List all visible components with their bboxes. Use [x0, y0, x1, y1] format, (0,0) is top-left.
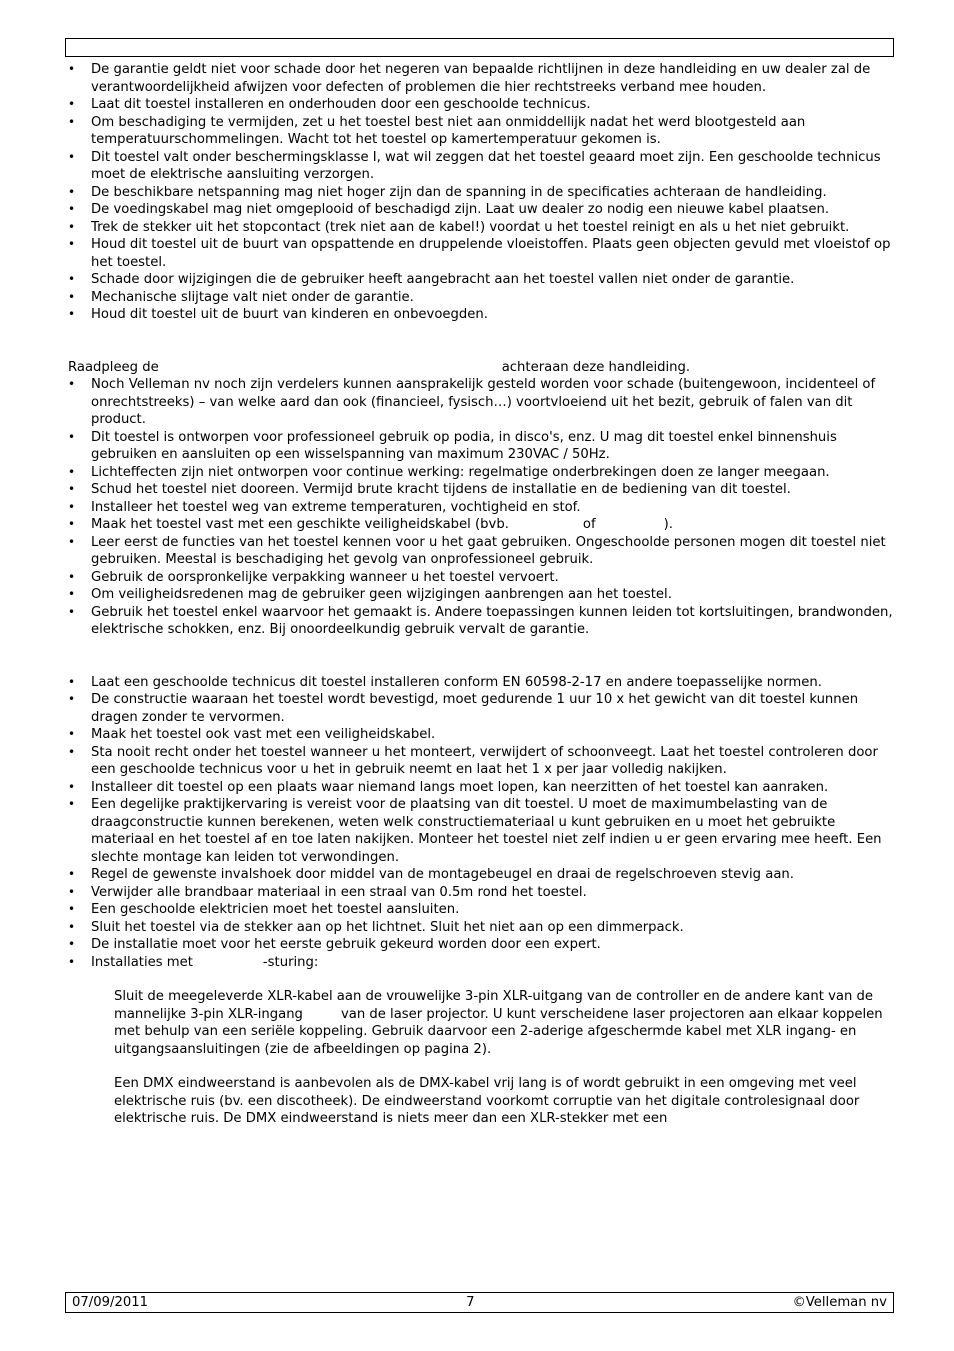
list-safety-general [68, 61, 894, 324]
list-item: • Lichteffecten zijn niet ontworpen voor continue werking: regelmatige onderbrekingen doen ze langer meegaan. [68, 464, 894, 482]
list-item: • Verwijder alle brandbaar materiaal in een straal van 0.5m rond het toestel. [68, 884, 894, 902]
list-item: • Dit toestel valt onder beschermingsklasse I, wat wil zeggen dat het toestel geaard moet zijn. Een geschoolde technicus moet de elektrische aansluiting verzorgen. [68, 149, 894, 184]
list-item: • Laat een geschoolde technicus dit toestel installeren conform EN 60598-2-17 en andere toepasselijke normen. [68, 674, 894, 692]
footer-page-number: 7 [466, 1295, 475, 1310]
list-item: • Om veiligheidsredenen mag de gebruiker geen wijzigingen aanbrengen aan het toestel. [68, 586, 894, 604]
list-item: • Schade door wijzigingen die de gebruiker heeft aangebracht aan het toestel vallen niet onder de garantie. [68, 271, 894, 289]
list-installation [68, 674, 894, 972]
list-item: • Maak het toestel ook vast met een veiligheidskabel. [68, 726, 894, 744]
list-item: • Schud het toestel niet dooreen. Vermijd brute kracht tijdens de installatie en de bediening van dit toestel. [68, 481, 894, 499]
list-item: • Sta nooit recht onder het toestel wanneer u het monteert, verwijdert of schoonveegt. Laat het toestel controleren door een geschoolde technicus voor u het in gebruik neemt en laat het 1 x per jaar volledig nakijken. [68, 744, 894, 779]
list-item: • Dit toestel is ontworpen voor professioneel gebruik op podia, in disco's, enz. U mag dit toestel enkel binnenshuis gebruiken en aansluiten op een wisselspanning van maximum 230VAC / 50Hz. [68, 429, 894, 464]
dmx-paragraph-1: Sluit de meegeleverde XLR-kabel aan de vrouwelijke 3-pin XLR-uitgang van de controller en de andere kant van de mannelijke 3-pin XLR-ingang van de laser projector. U kunt verscheidene laser projectoren aan elkaar koppelen met behulp van een seriële koppeling. Gebruik daarvoor een 2-aderige afgeschermde kabel met XLR ingang- en uitgangsaansluitingen (zie de afbeeldingen op pagina 2). [114, 989, 883, 1057]
list-item: • Maak het toestel vast met een geschikte veiligheidskabel (bvb. of ). [68, 516, 894, 534]
list-item: • Laat dit toestel installeren en onderhouden door een geschoolde technicus. [68, 96, 894, 114]
list-item: • De constructie waaraan het toestel wordt bevestigd, moet gedurende 1 uur 10 x het gewicht van dit toestel kunnen dragen zonder te vervormen. [68, 691, 894, 726]
dmx-paragraph-2: Een DMX eindweerstand is aanbevolen als de DMX-kabel vrij lang is of wordt gebruikt in een omgeving met veel elektrische ruis (bv. een discotheek). De eindweerstand voorkomt corruptie van het digitale controlesignaal door elektrische ruis. De DMX eindweerstand is niets meer dan een XLR-stekker met een [114, 1076, 860, 1126]
list-item: • De installatie moet voor het eerste gebruik gekeurd worden door een expert. [68, 936, 894, 954]
list-item: • Gebruik de oorspronkelijke verpakking wanneer u het toestel vervoert. [68, 569, 894, 587]
list-item: • Noch Velleman nv noch zijn verdelers kunnen aansprakelijk gesteld worden voor schade (buitengewoon, incidenteel of onrechtstreeks) – van welke aard dan ook (financieel, fysisch…) voortvloeiend uit het bezit, gebruik of falen van dit product. [68, 376, 894, 429]
list-item: • Installeer het toestel weg van extreme temperaturen, vochtigheid en stof. [68, 499, 894, 517]
list-item: • Een degelijke praktijkervaring is vereist voor de plaatsing van dit toestel. U moet de maximumbelasting van de draagconstructie kunnen berekenen, weten welk constructiemateriaal u kunt gebruiken en u moet het gebruikte materiaal en het toestel af en toe laten nakijken. Monteer het toestel niet zelf indien u er geen ervaring mee heeft. Een slechte montage kan leiden tot verwondingen. [68, 796, 894, 866]
list-item: • Installeer dit toestel op een plaats waar niemand langs moet lopen, kan neerzitten of het toestel kan aanraken. [68, 779, 894, 797]
footer-date: 07/09/2011 [72, 1295, 149, 1310]
list-item: • Regel de gewenste invalshoek door middel van de montagebeugel en draai de regelschroeven stevig aan. [68, 866, 894, 884]
list-item: • Leer eerst de functies van het toestel kennen voor u het gaat gebruiken. Ongeschoolde personen mogen dit toestel niet gebruiken. Meestal is beschadiging het gevolg van onprofessioneel gebruik. [68, 534, 894, 569]
list-item: • Installaties met -sturing: [68, 954, 894, 972]
footer-copyright: ©Velleman nv [792, 1295, 887, 1310]
list-item: • Trek de stekker uit het stopcontact (trek niet aan de kabel!) voordat u het toestel reinigt en als u het niet gebruikt. [68, 219, 894, 237]
list-item: • Houd dit toestel uit de buurt van kinderen en onbevoegden. [68, 306, 894, 324]
list-item: • Gebruik het toestel enkel waarvoor het gemaakt is. Andere toepassingen kunnen leiden tot kortsluitingen, brandwonden, elektrische schokken, enz. Bij onoordeelkundig gebruik vervalt de garantie. [68, 604, 894, 639]
list-item: • De voedingskabel mag niet omgeplooid of beschadigd zijn. Laat uw dealer zo nodig een nieuwe kabel plaatsen. [68, 201, 894, 219]
list-item: • Mechanische slijtage valt niet onder de garantie. [68, 289, 894, 307]
list-general-guidelines [68, 376, 894, 639]
header-box [65, 38, 894, 57]
section2-intro: Raadpleeg de achteraan deze handleiding. [68, 359, 691, 375]
list-item: • De garantie geldt niet voor schade door het negeren van bepaalde richtlijnen in deze handleiding en uw dealer zal de verantwoordelijkheid afwijzen voor defecten of problemen die hier rechtstreeks verband mee houden. [68, 61, 894, 96]
page-content [68, 61, 894, 1128]
list-item: • Een geschoolde elektricien moet het toestel aansluiten. [68, 901, 894, 919]
list-item: • Houd dit toestel uit de buurt van opspattende en druppelende vloeistoffen. Plaats geen objecten gevuld met vloeistof op het toestel. [68, 236, 894, 271]
list-item: • De beschikbare netspanning mag niet hoger zijn dan de spanning in de specificaties achteraan de handleiding. [68, 184, 894, 202]
page-footer [65, 1292, 894, 1313]
list-item: • Om beschadiging te vermijden, zet u het toestel best niet aan onmiddellijk nadat het werd blootgesteld aan temperatuurschommelingen. Wacht tot het toestel op kamertemperatuur gekomen is. [68, 114, 894, 149]
list-item: • Sluit het toestel via de stekker aan op het lichtnet. Sluit het niet aan op een dimmerpack. [68, 919, 894, 937]
